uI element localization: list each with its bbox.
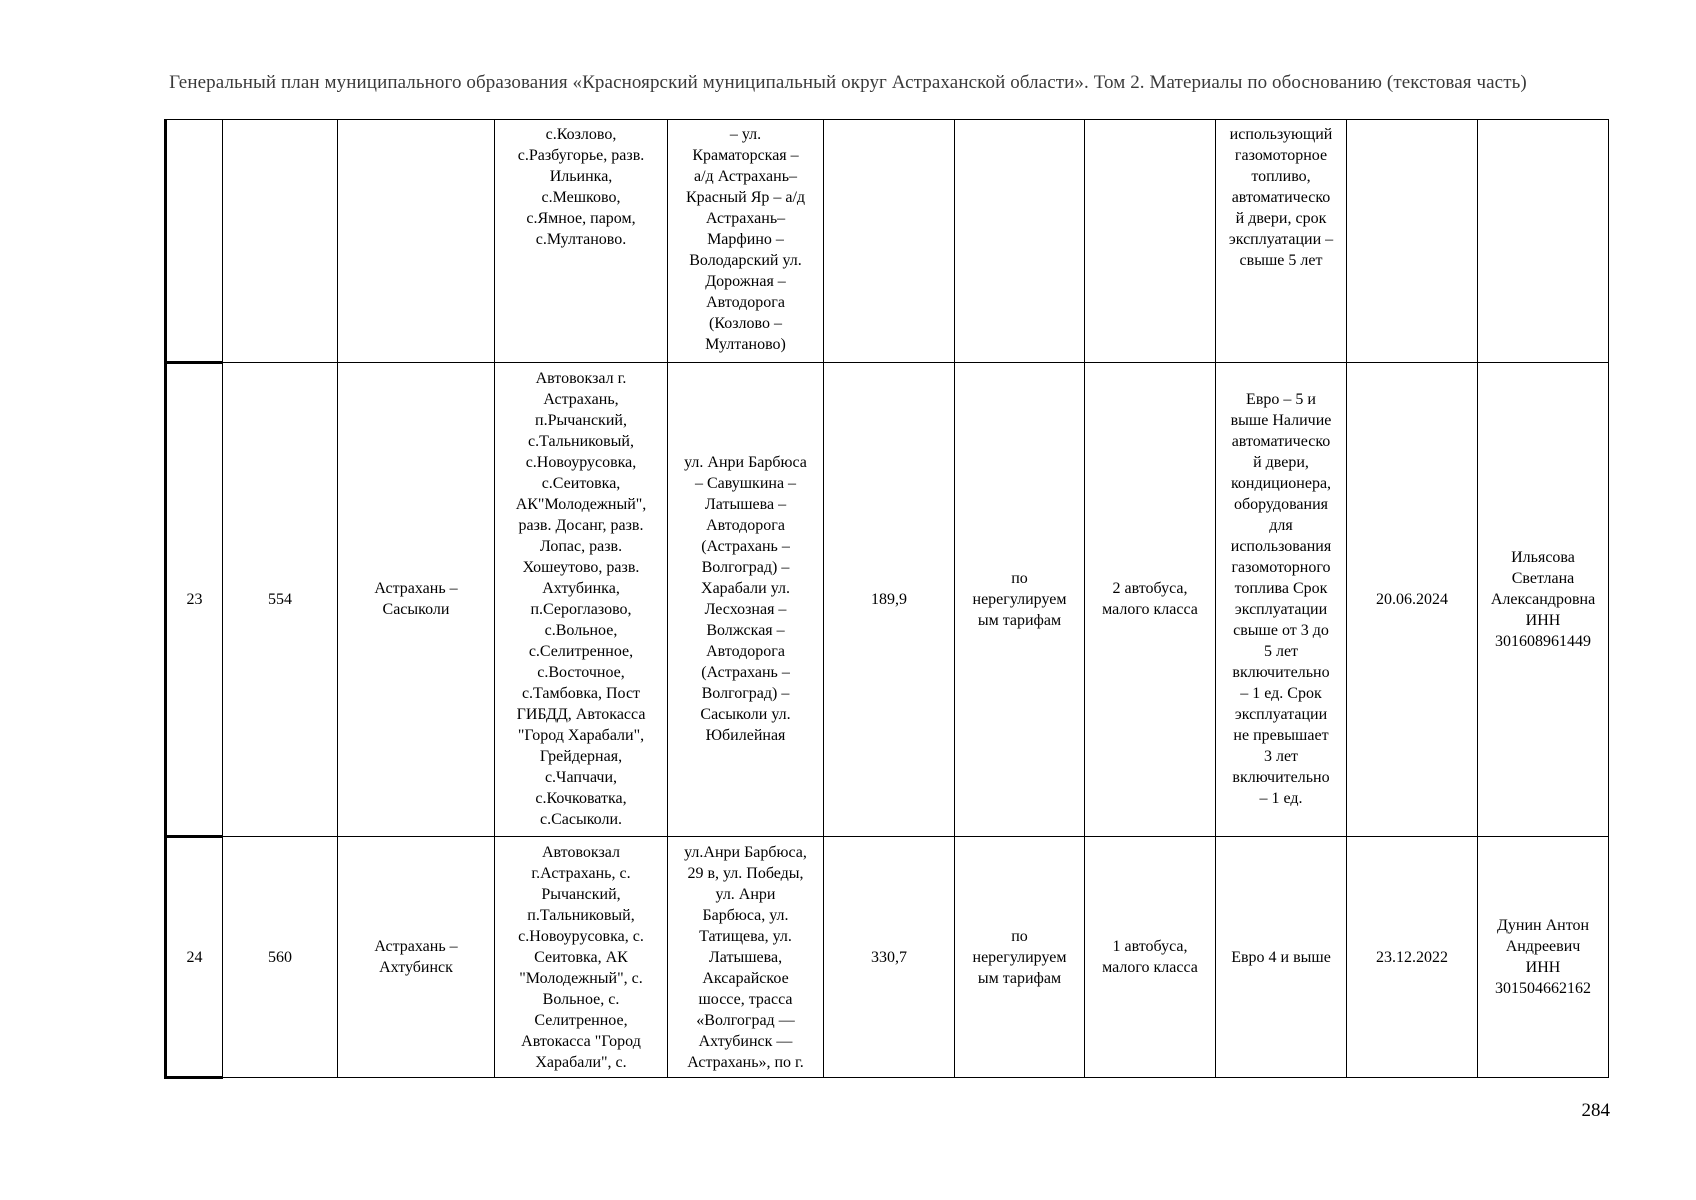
date-cell: 23.12.2022	[1347, 837, 1478, 1078]
length-cell	[824, 120, 955, 363]
vehicles-cell	[1085, 120, 1216, 363]
route-name-cell: Астрахань – Ахтубинск	[338, 837, 495, 1078]
page-number: 284	[1581, 1100, 1610, 1121]
tariff-cell: по нерегулируем ым тарифам	[955, 362, 1085, 837]
route-number-cell: 554	[223, 362, 338, 837]
table-row	[166, 837, 1609, 1078]
tariff-cell: по нерегулируем ым тарифам	[955, 837, 1085, 1078]
ecology-cell: Евро – 5 и выше Наличие автоматическо й двери, кондиционера, оборудования для использования газомоторного топлива Срок эксплуатации свыше от 3 до 5 лет включительно – 1 ед. Срок эксплуатации не превышает 3 лет включительно – 1 ед.	[1216, 362, 1347, 837]
route-number-cell: 560	[223, 837, 338, 1078]
row-number-cell: 23	[166, 362, 223, 837]
document-header: Генеральный план муниципального образования «Красноярский муниципальный округ Астраханской области». Том 2. Материалы по обоснованию (текстовая часть)	[169, 72, 1527, 93]
streets-cell: ул. Анри Барбюса – Савушкина – Латышева – Автодорога (Астрахань – Волгоград) – Харабали ул. Лесхозная – Волжская – Автодорога (Астрахань – Волгоград) – Сасыколи ул. Юбилейная	[668, 362, 824, 837]
route-name-cell	[338, 120, 495, 363]
ecology-cell: Евро 4 и выше	[1216, 837, 1347, 1078]
stops-cell: с.Козлово, с.Разбугорье, разв. Ильинка, с.Мешково, с.Ямное, паром, с.Мултаново.	[495, 120, 668, 363]
carrier-cell	[1478, 120, 1609, 363]
ecology-cell: использующий газомоторное топливо, автоматическо й двери, срок эксплуатации – свыше 5 лет	[1216, 120, 1347, 363]
row-number-cell	[166, 120, 223, 363]
route-registry-table	[164, 119, 1609, 1079]
route-number-cell	[223, 120, 338, 363]
length-cell: 189,9	[824, 362, 955, 837]
route-name-cell: Астрахань – Сасыколи	[338, 362, 495, 837]
length-cell: 330,7	[824, 837, 955, 1078]
carrier-cell: Ильясова Светлана Александровна ИНН 301608961449	[1478, 362, 1609, 837]
date-cell	[1347, 120, 1478, 363]
row-number-cell: 24	[166, 837, 223, 1078]
carrier-cell: Дунин Антон Андреевич ИНН 301504662162	[1478, 837, 1609, 1078]
date-cell: 20.06.2024	[1347, 362, 1478, 837]
streets-cell: – ул. Краматорская – а/д Астрахань– Красный Яр – а/д Астрахань– Марфино – Володарский ул. Дорожная – Автодорога (Козлово – Мултаново)	[668, 120, 824, 363]
table-row	[166, 120, 1609, 363]
vehicles-cell: 2 автобуса, малого класса	[1085, 362, 1216, 837]
tariff-cell	[955, 120, 1085, 363]
streets-cell: ул.Анри Барбюса, 29 в, ул. Победы, ул. Анри Барбюса, ул. Татищева, ул. Латышева, Аксарайское шоссе, трасса «Волгоград — Ахтубинск — Астрахань», по г.	[668, 837, 824, 1078]
stops-cell: Автовокзал г. Астрахань, п.Рычанский, с.Тальниковый, с.Новоурусовка, с.Сеитовка, АК"Молодежный", разв. Досанг, разв. Лопас, разв. Хошеутово, разв. Ахтубинка, п.Сероглазово, с.Вольное, с.Селитренное, с.Восточное, с.Тамбовка, Пост ГИБДД, Автокасса "Город Харабали", Грейдерная, с.Чапчачи, с.Кочковатка, с.Сасыколи.	[495, 362, 668, 837]
table-row	[166, 362, 1609, 837]
stops-cell: Автовокзал г.Астрахань, с. Рычанский, п.Тальниковый, с.Новоурусовка, с. Сеитовка, АК "Молодежный", с. Вольное, с. Селитренное, Автокасса "Город Харабали", с.	[495, 837, 668, 1078]
vehicles-cell: 1 автобуса, малого класса	[1085, 837, 1216, 1078]
